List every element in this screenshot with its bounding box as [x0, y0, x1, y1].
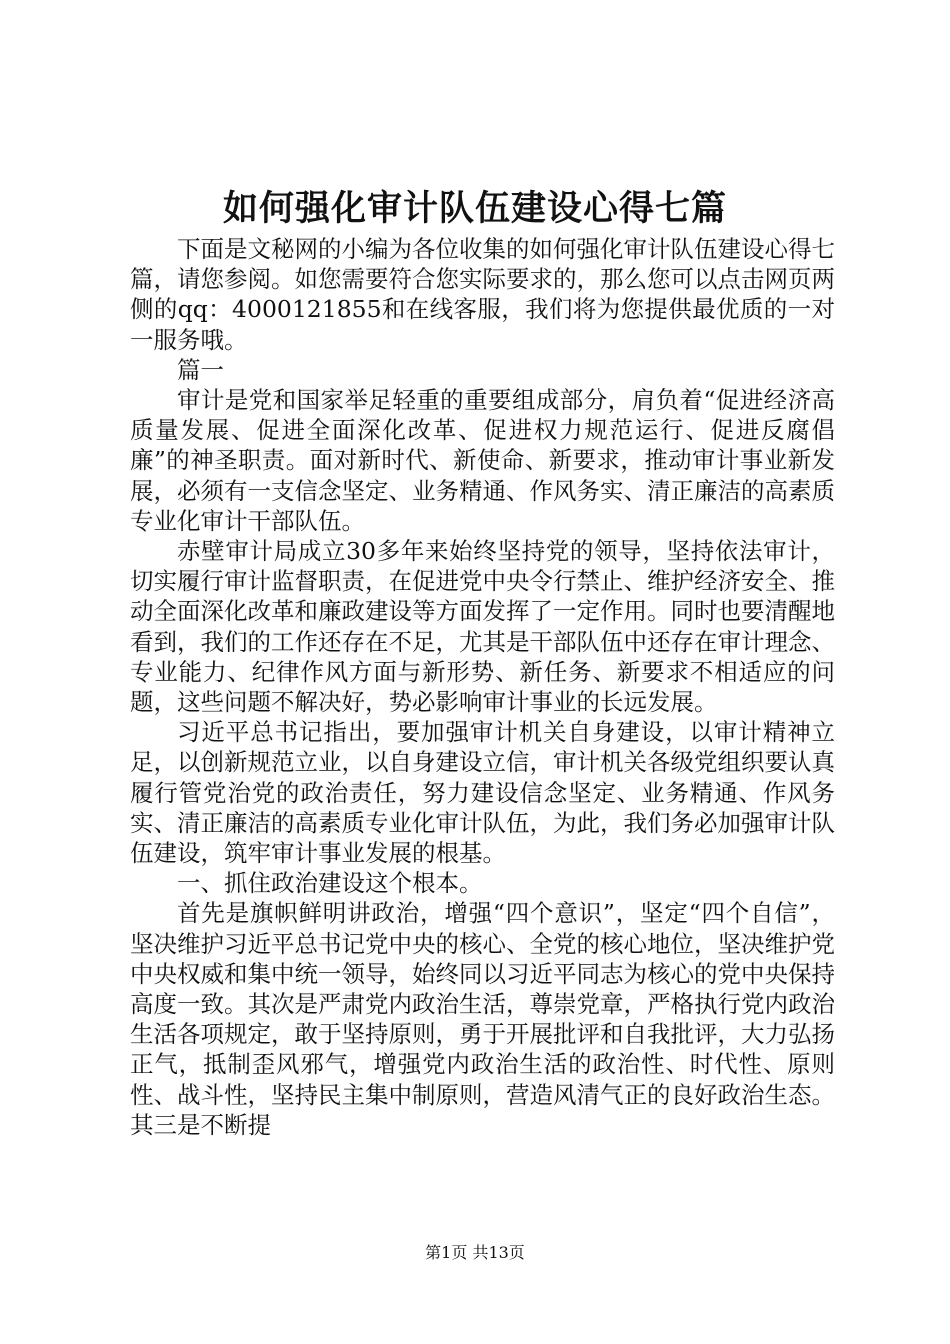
body-paragraph: 审计是党和国家举足轻重的重要组成部分，肩负着“促进经济高质量发展、促进全面深化改革、促进权力规范运行、促进反腐倡廉”的神圣职责。面对新时代、新使命、新要求，推动审计事业新发展，必须有一支信念坚定、业务精通、作风务实、清正廉洁的高素质专业化审计干部队伍。 [130, 386, 835, 535]
intro-paragraph: 下面是文秘网的小编为各位收集的如何强化审计队伍建设心得七篇，请您参阅。如您需要符合您实际要求的，那么您可以点击网页两侧的qq：4000121855和在线客服，我们将为您提供最优质的一对一服务哦。 [130, 235, 835, 354]
document-title: 如何强化审计队伍建设心得七篇 [222, 188, 727, 229]
section-heading: 篇一 [177, 355, 224, 384]
subsection-heading: 一、抓住政治建设这个根本。 [177, 869, 483, 898]
page-number: 第1页 共13页 [425, 1243, 525, 1262]
body-paragraph: 赤壁审计局成立30多年来始终坚持党的领导，坚持依法审计，切实履行审计监督职责，在促进党中央令行禁止、维护经济安全、推动全面深化改革和廉政建设等方面发挥了一定作用。同时也要清醒地看到，我们的工作还存在不足，尤其是干部队伍中还存在审计理念、专业能力、纪律作风方面与新形势、新任务、新要求不相适应的问题，这些问题不解决好，势必影响审计事业的长远发展。 [130, 537, 835, 717]
body-paragraph: 首先是旗帜鲜明讲政治，增强“四个意识”，坚定“四个自信”，坚决维护习近平总书记党中央的核心、全党的核心地位，坚决维护党中央权威和集中统一领导，始终同以习近平同志为核心的党中央保持高度一致。其次是严肃党内政治生活，尊崇党章，严格执行党内政治生活各项规定，敢于坚持原则，勇于开展批评和自我批评，大力弘扬正气，抵制歪风邪气，增强党内政治生活的政治性、时代性、原则性、战斗性，坚持民主集中制原则，营造风清气正的良好政治生态。其三是不断提 [130, 899, 835, 1139]
document-body [130, 234, 835, 1140]
body-paragraph: 习近平总书记指出，要加强审计机关自身建设，以审计精神立足，以创新规范立业，以自身建设立信，审计机关各级党组织要认真履行管党治党的政治责任，努力建设信念坚定、业务精通、作风务实、清正廉洁的高素质专业化审计队伍，为此，我们务必加强审计队伍建设，筑牢审计事业发展的根基。 [130, 718, 835, 868]
